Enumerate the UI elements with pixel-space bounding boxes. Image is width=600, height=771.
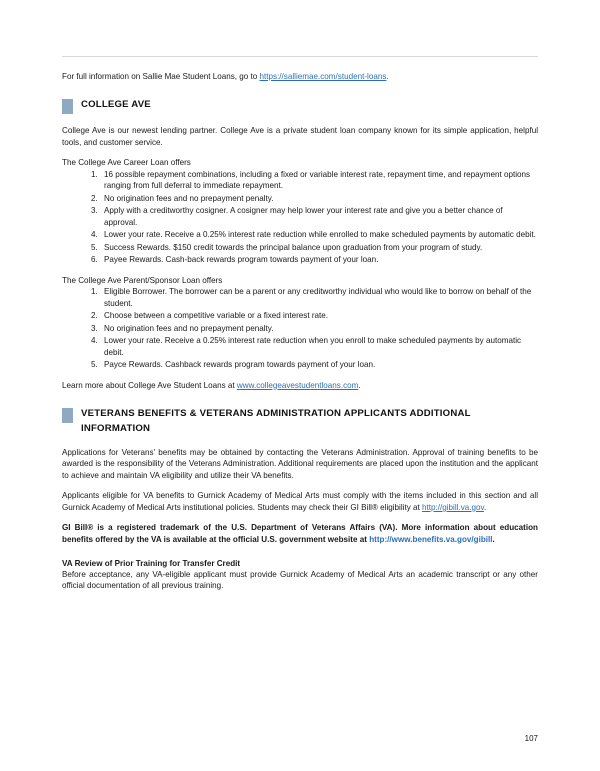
list-item: 2. Choose between a competitive variable or a fixed interest rate. — [100, 310, 538, 321]
heading-label: VETERANS BENEFITS & VETERANS ADMINISTRATION APPLICANTS ADDITIONAL INFORMATION — [81, 408, 471, 434]
heading-accent-bar — [62, 408, 73, 423]
list-item: 5. Payce Rewards. Cashback rewards program towards payment of your loan. — [100, 359, 538, 370]
college-ave-description: College Ave is our newest lending partner. College Ave is a private student loan company known for its simple application, helpful tools, and customer service. — [62, 126, 538, 147]
list-item: 3. No origination fees and no prepayment penalty. — [100, 323, 538, 334]
list-item: 3. Apply with a creditworthy cosigner. A cosigner may help lower your interest rate and give you a better chance of approval. — [100, 205, 538, 228]
trademark-suffix: . — [492, 535, 495, 545]
list-item: 6. Payee Rewards. Cash-back rewards program towards payment of your loan. — [100, 254, 538, 265]
va-review-paragraph: Before acceptance, any VA-eligible applicant must provide Gurnick Academy of Medical Arts an academic transcript or any other official documentation of all previous training. — [62, 569, 538, 591]
career-loan-list — [62, 169, 538, 266]
veterans-p2-suffix: . — [483, 502, 487, 512]
parent-loan-intro: The College Ave Parent/Sponsor Loan offers — [62, 275, 223, 285]
salliemae-link[interactable]: https://salliemae.com/student-loans — [259, 72, 387, 81]
career-loan-intro: The College Ave Career Loan offers — [62, 158, 191, 168]
learn-more-paragraph — [62, 380, 538, 391]
list-item: 1. 16 possible repayment combinations, including a fixed or variable interest rate, repayment time, and repayment options ranging from full deferral to immediate repayment. — [100, 169, 538, 192]
heading-accent-bar — [62, 99, 73, 114]
list-item: 4. Lower your rate. Receive a 0.25% interest rate reduction while enrolled to make scheduled payments by automatic debit. — [100, 229, 538, 240]
va-review-subheading: VA Review of Prior Training for Transfer Credit — [62, 558, 241, 568]
intro-paragraph — [62, 71, 538, 82]
section-heading-college-ave — [62, 98, 538, 114]
veterans-paragraph-1: Applications for Veterans' benefits may be obtained by contacting the Veterans Administration. Approval of training benefits to be awarded is the responsibility of the Veterans Administration. Additional requirements are placed upon the institution and the applicant to achieve and maintain VA eligibility and utilize their VA benefits. — [62, 447, 538, 480]
veterans-paragraph-2 — [62, 490, 538, 513]
collegeave-link[interactable]: www.collegeavestudentloans.com — [236, 380, 359, 390]
parent-loan-list — [62, 286, 538, 370]
veterans-p2-prefix: Applicants eligible for VA benefits to Gurnick Academy of Medical Arts must comply with the items included in this section and all Gurnick Academy of Medical Arts institutional policies. Students may check their GI Bill® eligibility at — [62, 491, 538, 512]
list-item: 1. Eligible Borrower. The borrower can be a parent or any creditworthy individual who would like to borrow on behalf of the student. — [100, 286, 538, 309]
learn-more-prefix: Learn more about College Ave Student Loans at — [62, 380, 237, 390]
top-divider — [62, 56, 538, 57]
page-number: 107 — [524, 734, 538, 743]
heading-label: COLLEGE AVE — [81, 99, 151, 111]
list-item: 2. No origination fees and no prepayment penalty. — [100, 193, 538, 204]
section-heading-veterans — [62, 407, 538, 436]
gibill-link[interactable]: http://gibill.va.gov — [422, 502, 484, 512]
trademark-notice — [62, 522, 538, 545]
list-item: 5. Success Rewards. $150 credit towards the principal balance upon graduation from your program of study. — [100, 242, 538, 253]
benefits-va-url[interactable]: http://www.benefits.va.gov/gibill — [369, 535, 493, 545]
intro-suffix: . — [386, 72, 389, 81]
learn-more-suffix: . — [358, 380, 361, 390]
trademark-text: GI Bill® is a registered trademark of the U.S. Department of Veterans Affairs (VA). More information about education benefits offered by the VA is available at the official U.S. government website at — [62, 523, 538, 545]
list-item: 4. Lower your rate. Receive a 0.25% interest rate reduction when you enroll to make scheduled payments by automatic debit. — [100, 335, 538, 358]
intro-prefix: For full information on Sallie Mae Student Loans, go to — [62, 72, 260, 81]
